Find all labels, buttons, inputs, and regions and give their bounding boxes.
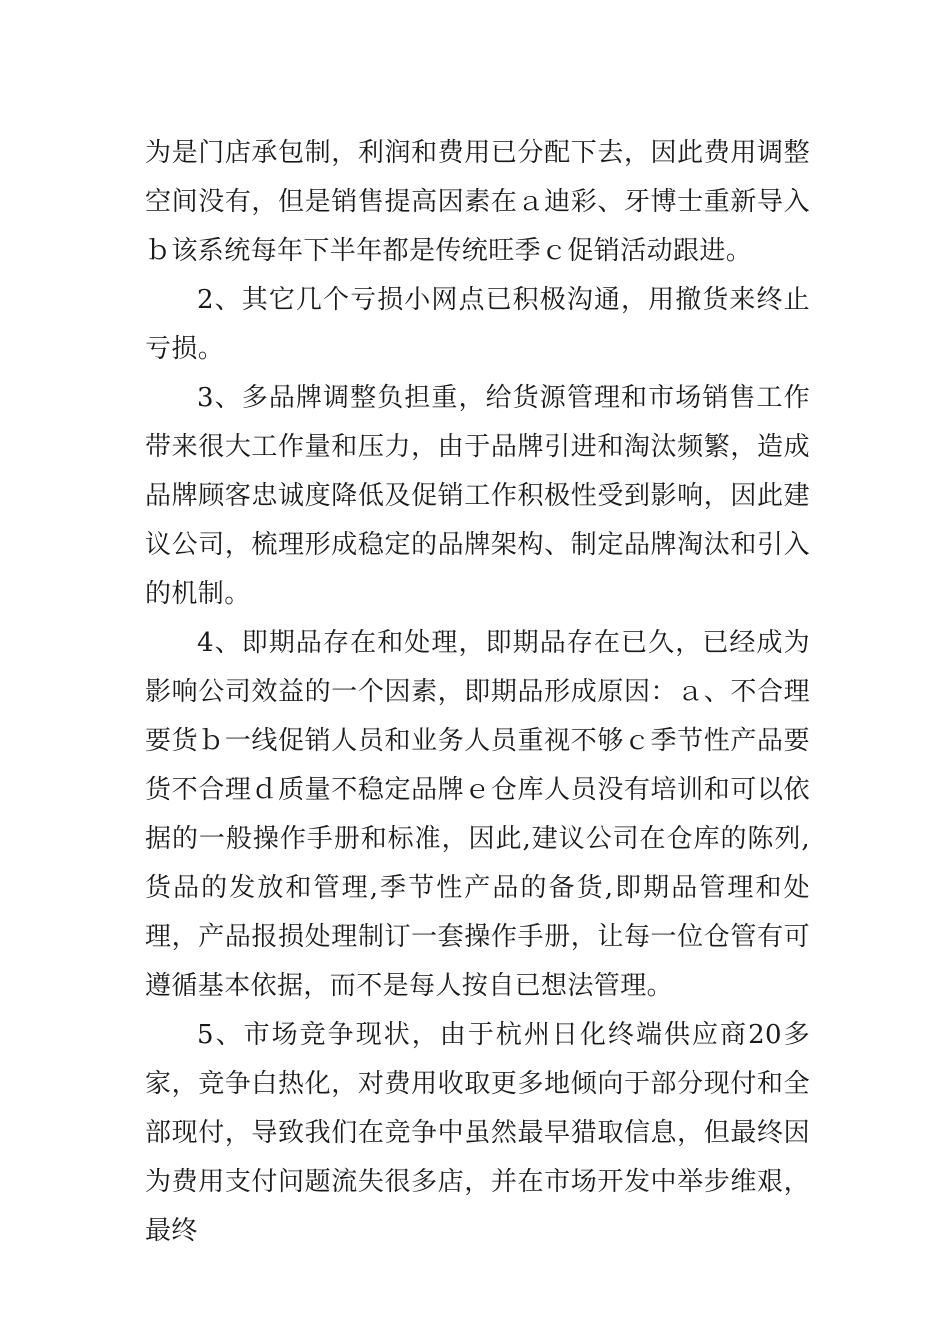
paragraph-item-2: 2、其它几个亏损小网点已积极沟通，用撤货来终止亏损。 [145, 285, 810, 364]
document-body [145, 129, 810, 1256]
paragraph-item-3: 3、多品牌调整负担重，给货源管理和市场销售工作带来很大工作量和压力，由于品牌引进和淘汰频繁，造成品牌顾客忠诚度降低及促销工作积极性受到影响，因此建议公司，梳理形成稳定的品牌架构、制定品牌淘汰和引入的机制。 [145, 383, 810, 609]
paragraph-item-4: 4、即期品存在和处理，即期品存在已久，已经成为影响公司效益的一个因素，即期品形成原因：ａ、不合理要货ｂ一线促销人员和业务人员重视不够ｃ季节性产品要货不合理ｄ质量不稳定品牌ｅ仓库人员没有培训和可以依据的一般操作手册和标准，因此,建议公司在仓库的陈列,货品的发放和管理,季节性产品的备货,即期品管理和处理，产品报损处理制订一套操作手册，让每一位仓管有可遵循基本依据，而不是每人按自已想法管理。 [145, 628, 810, 1001]
paragraph-item-5: 5、市场竞争现状，由于杭州日化终端供应商20多家，竞争白热化，对费用收取更多地倾向于部分现付和全部现付，导致我们在竞争中虽然最早猎取信息，但最终因为费用支付问题流失很多店，并在市场开发中举步维艰，最终 [145, 1020, 810, 1246]
paragraph-continuation: 为是门店承包制，利润和费用已分配下去，因此费用调整空间没有，但是销售提高因素在ａ迪彩、牙博士重新导入ｂ该系统每年下半年都是传统旺季ｃ促销活动跟进。 [145, 138, 810, 266]
